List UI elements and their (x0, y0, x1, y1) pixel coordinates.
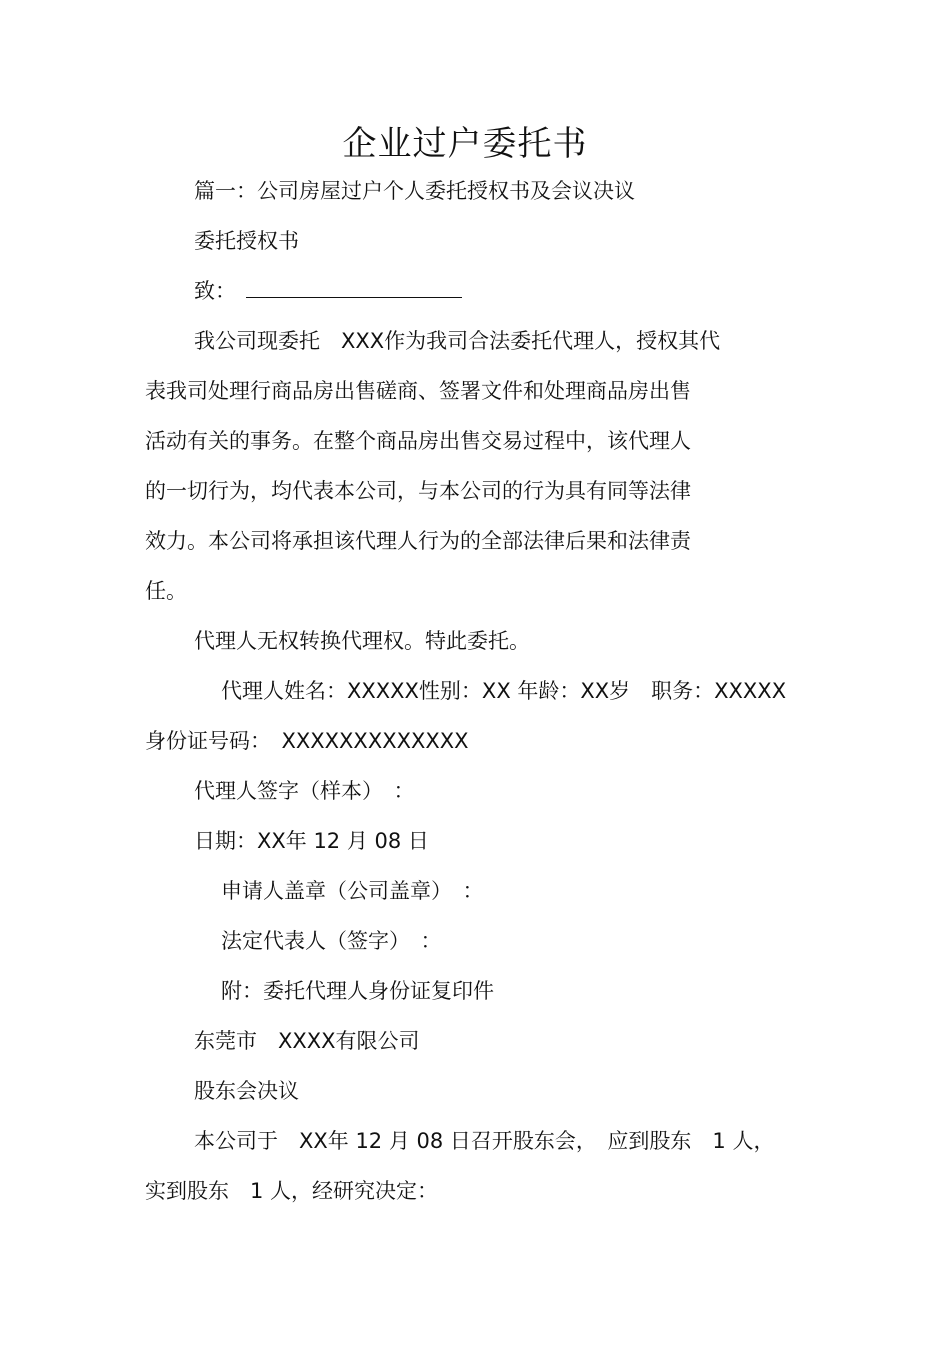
resolution-line: 本公司于 XX年 12 月 08 日召开股东会， 应到股东 1 人， (194, 1129, 775, 1153)
body-line: 活动有关的事务。在整个商品房出售交易过程中，该代理人 (145, 429, 691, 453)
section-heading: 篇一：公司房屋过户个人委托授权书及会议决议 (194, 179, 635, 203)
addressee-label: 致： (194, 279, 236, 303)
body-line: 我公司现委托 XXX作为我司合法委托代理人，授权其代 (194, 329, 721, 353)
body-line: 效力。本公司将承担该代理人行为的全部法律后果和法律责 (145, 529, 691, 553)
addressee-blank (246, 277, 462, 298)
body-line: 任。 (145, 579, 187, 603)
agent-info: 代理人姓名：XXXXX性别：XX 年龄：XX岁 职务：XXXXX (221, 679, 787, 703)
no-transfer-statement: 代理人无权转换代理权。特此委托。 (194, 629, 530, 653)
resolution-line: 实到股东 1 人，经研究决定： (145, 1179, 439, 1203)
legal-representative: 法定代表人（签字） ： (221, 929, 442, 953)
id-number: 身份证号码： XXXXXXXXXXXXX (145, 729, 469, 753)
attachment-note: 附：委托代理人身份证复印件 (221, 979, 494, 1003)
addressee-line (194, 276, 462, 306)
letter-title: 委托授权书 (194, 229, 299, 253)
agent-signature: 代理人签字（样本） ： (194, 779, 415, 803)
resolution-title: 股东会决议 (194, 1079, 299, 1103)
company-name: 东莞市 XXXX有限公司 (194, 1029, 420, 1053)
body-line: 的一切行为，均代表本公司，与本公司的行为具有同等法律 (145, 479, 691, 503)
document-date: 日期：XX年 12 月 08 日 (194, 829, 429, 853)
applicant-seal: 申请人盖章（公司盖章） ： (221, 879, 484, 903)
document-title: 企业过户委托书 (342, 124, 588, 164)
body-line: 表我司处理行商品房出售磋商、签署文件和处理商品房出售 (145, 379, 691, 403)
